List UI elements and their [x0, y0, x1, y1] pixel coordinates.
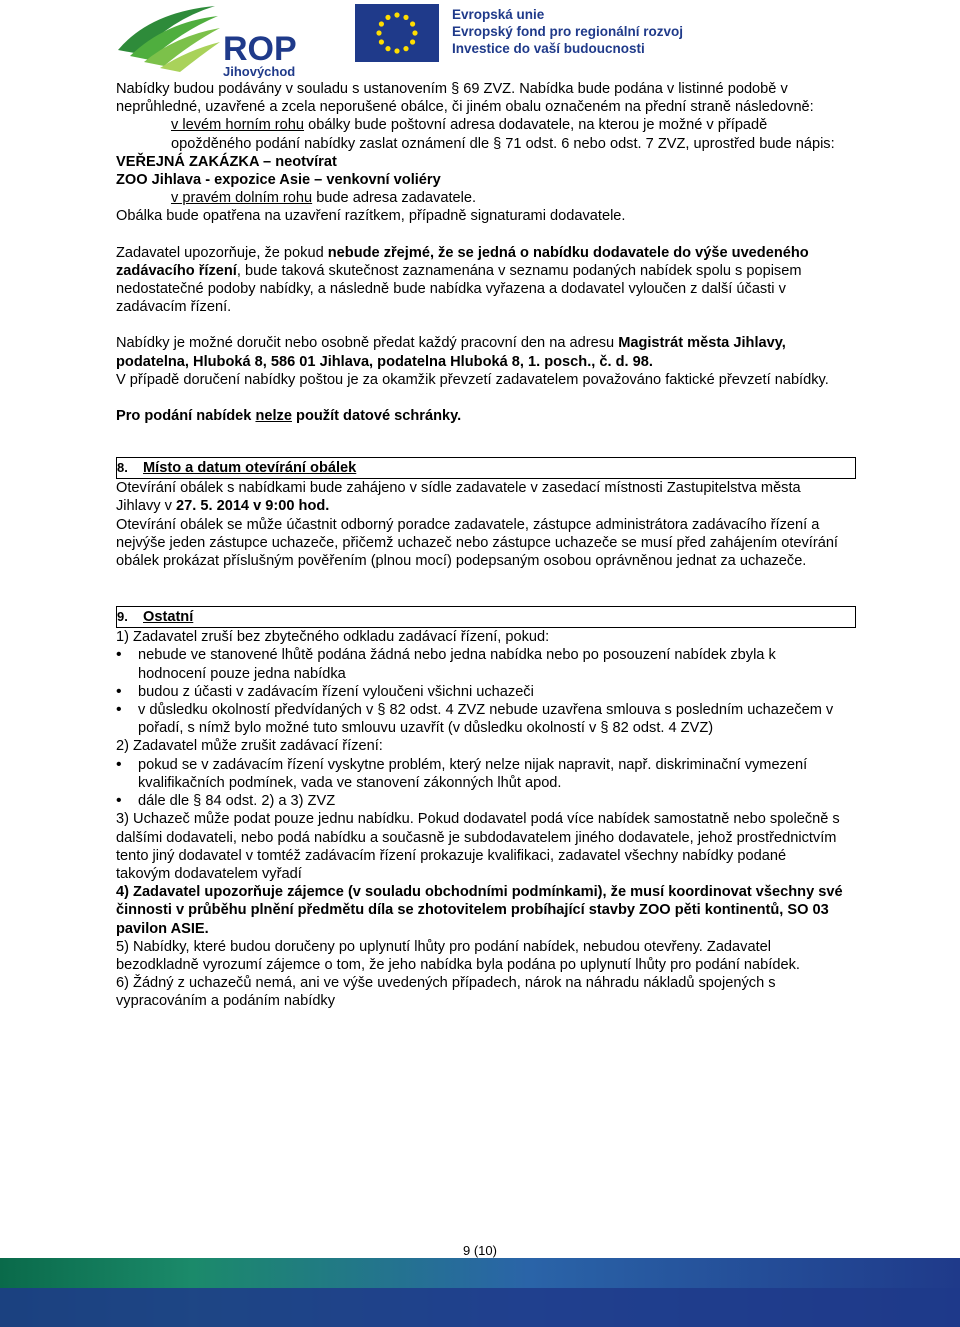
- list-item: • v důsledku okolností předvídaných v § 82 odst. 4 ZVZ nebude uzavřena smlouva s posledním uchazečem v pořadí, s nímž bylo možné tuto smlouvu uzavřít (v důsledku okolností v § 82 odst. 4 ZVZ): [116, 701, 843, 737]
- section-9-item-6: 6) Žádný z uchazečů nemá, ani ve výše uvedených případech, nárok na náhradu nákladů spojených s vypracováním a podáním nabídky: [116, 975, 776, 1010]
- eu-line-2: Evropský fond pro regionální rozvoj: [452, 24, 684, 39]
- section-9-item-1-bullets: [116, 646, 843, 737]
- intro-paragraph: Nabídky budou podávány v souladu s ustanovením § 69 ZVZ. Nabídka bude podána v listinné podobě v neprůhledné, uzavřené a zcela neporušené obálce, či jiném obalu označeném na přední straně následovně:: [116, 81, 814, 116]
- eu-flag-icon: [355, 4, 439, 62]
- section-8-p2: Otevírání obálek se může účastnit odborný poradce zadavatele, zástupce administrátora zadávacího řízení a nejvýše jeden zástupce uchazeče, přičemž uchazeč nebo zástupce uchazeče se musí před zahájením otevírání obálek prokázat příslušným pověřením (plnou mocí) podepsaným osobou oprávněnou jednat za uchazeče.: [116, 516, 838, 570]
- list-item: • dále dle § 84 odst. 2) a 3) ZVZ: [116, 792, 843, 810]
- section-9-heading: [116, 606, 856, 628]
- section-8-heading: [116, 457, 856, 479]
- intro-top-left: v levém horním rohu obálky bude poštovní adresa dodavatele, na kterou je možné v případě opožděného podání nabídky zaslat oznámení dle § 71 odst. 6 nebo odst. 7 ZVZ, uprostřed bude nápis:: [171, 117, 835, 152]
- envelope-seal-note: Obálka bude opatřena na uzavření razítkem, případně signaturami dodavatele.: [116, 208, 626, 225]
- list-item: • pokud se v zadávacím řízení vyskytne problém, který nelze nijak napravit, např. diskriminační vymezení kvalifikačních podmínek, vada ve stanovení zákonných lhůt apod.: [116, 756, 843, 792]
- section-9-item-2: 2) Zadavatel může zrušit zadávací řízení:: [116, 738, 383, 755]
- footer-stripe: [0, 1288, 960, 1327]
- section-9-item-4: 4) Zadavatel upozorňuje zájemce (v souladu obchodními podmínkami), že musí koordinovat všechny své činnosti v průběhu plnění předmětu díla se zhotovitelem probíhající stavby ZOO pěti kontinentů, SO 03 pavilon ASIE.: [116, 884, 843, 937]
- eu-line-1: Evropská unie: [452, 7, 545, 22]
- section-8-p1: Otevírání obálek s nabídkami bude zahájeno v sídle zadavatele v zasedací místnosti Zastupitelstva města Jihlavy v 27. 5. 2014 v 9:00 hod.: [116, 480, 801, 515]
- delivery-post-note: V případě doručení nabídky poštou je za okamžik převzetí zadavatelem považováno faktické převzetí nabídky.: [116, 371, 829, 388]
- list-item: • nebude ve stanovené lhůtě podána žádná nebo jedna nabídka nebo po posouzení nabídek zbyla k hodnocení pouze jedna nabídka: [116, 646, 843, 682]
- page-header: [0, 0, 960, 80]
- section-8-number: 8.: [117, 460, 128, 476]
- eu-line-3: Investice do vaší budoucnosti: [452, 41, 645, 56]
- section-9-item-5: 5) Nabídky, které budou doručeny po uplynutí lhůty pro podání nabídek, nebudou otevřeny. Zadavatel bezodkladně vyrozumí zájemce o tom, že jeho nabídka byla podána po uplynutí lhůty pro podání nabídek.: [116, 938, 800, 973]
- footer-band: [0, 1258, 960, 1327]
- section-9-item-2-bullets: [116, 756, 843, 811]
- section-9-item-1: 1) Zadavatel zruší bez zbytečného odkladu zadávací řízení, pokud:: [116, 629, 550, 646]
- section-9-number: 9.: [117, 609, 128, 625]
- data-box-note: Pro podání nabídek nelze použít datové schránky.: [116, 408, 462, 425]
- eu-fund-text: [452, 6, 683, 57]
- list-item: • budou z účasti v zadávacím řízení vyloučeni všichni uchazeči: [116, 683, 843, 701]
- section-9-title: Ostatní: [143, 609, 194, 626]
- envelope-label-2: ZOO Jihlava - expozice Asie – venkovní voliéry: [116, 172, 441, 189]
- intro-bottom-right: v pravém dolním rohu bude adresa zadavatele.: [171, 190, 477, 207]
- page-number: 9 (10): [463, 1243, 497, 1258]
- section-9-item-3: 3) Uchazeč může podat pouze jednu nabídku. Pokud dodavatel podá více nabídek samostatně nebo společně s dalšími dodavateli, nebo podá nabídku a současně je subdodavatelem jiného dodavatele, jehož prostřednictvím tento jiný dodavatel v tomtéž zadávacím řízení prokazuje kvalifikaci, zadavatel všechny nabídky podané takovým dodavatelem vyřadí: [116, 811, 840, 882]
- rop-jihovychod-logo: [110, 2, 315, 78]
- warning-paragraph: Zadavatel upozorňuje, že pokud nebude zřejmé, že se jedná o nabídku dodavatele do výše uvedeného zadávacího řízení, bude taková skutečnost zaznamenána v seznamu podaných nabídek spolu s popisem nedostatečné podoby nabídky, a následně bude nabídka vyřazena a dodavatel vyloučen z další účasti v zadávacím řízení.: [116, 244, 809, 316]
- section-8-title: Místo a datum otevírání obálek: [143, 460, 357, 477]
- document-body: [116, 80, 843, 1011]
- rop-subtitle: Jihovýchod: [223, 64, 296, 78]
- delivery-paragraph: Nabídky je možné doručit nebo osobně předat každý pracovní den na adresu Magistrát města Jihlavy, podatelna, Hluboká 8, 586 01 Jihlava, podatelna Hluboká 8, 1. posch., č. d. 98.: [116, 335, 786, 370]
- envelope-label-1: VEŘEJNÁ ZAKÁZKA – neotvírat: [116, 153, 337, 170]
- rop-title: ROP: [223, 30, 297, 68]
